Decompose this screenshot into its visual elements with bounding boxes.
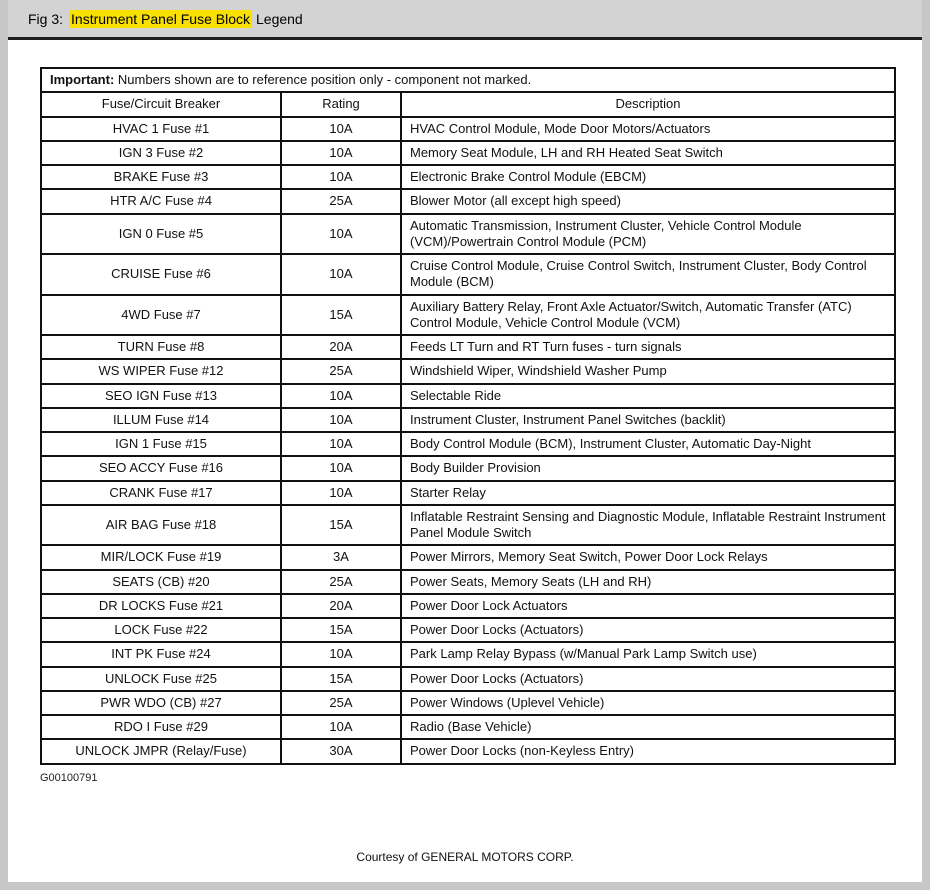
fuse-description: Park Lamp Relay Bypass (w/Manual Park Lamp Switch use)	[401, 642, 895, 666]
fuse-description: Body Control Module (BCM), Instrument Cluster, Automatic Day-Night	[401, 432, 895, 456]
fuse-name: IGN 3 Fuse #2	[41, 141, 281, 165]
fuse-name: CRUISE Fuse #6	[41, 254, 281, 295]
fuse-description: Instrument Cluster, Instrument Panel Switches (backlit)	[401, 408, 895, 432]
fuse-row	[41, 715, 895, 739]
fuse-rating: 3A	[281, 545, 401, 569]
fuse-description: Power Door Lock Actuators	[401, 594, 895, 618]
fuse-name: WS WIPER Fuse #12	[41, 359, 281, 383]
fuse-description: Cruise Control Module, Cruise Control Switch, Instrument Cluster, Body Control Module (BCM)	[401, 254, 895, 295]
fuse-rating: 10A	[281, 214, 401, 255]
fuse-row	[41, 408, 895, 432]
fuse-name: UNLOCK JMPR (Relay/Fuse)	[41, 739, 281, 763]
fuse-description: Starter Relay	[401, 481, 895, 505]
important-label: Important:	[50, 72, 115, 87]
fuse-rating: 10A	[281, 408, 401, 432]
figure-id: G00100791	[40, 771, 98, 784]
fuse-table-body	[41, 117, 895, 764]
column-header-fuse: Fuse/Circuit Breaker	[41, 92, 281, 116]
fuse-row	[41, 691, 895, 715]
fuse-name: MIR/LOCK Fuse #19	[41, 545, 281, 569]
column-header-rating: Rating	[281, 92, 401, 116]
fuse-name: SEATS (CB) #20	[41, 570, 281, 594]
fuse-description: Body Builder Provision	[401, 456, 895, 480]
figure-content	[8, 40, 922, 784]
fuse-description: Memory Seat Module, LH and RH Heated Seat Switch	[401, 141, 895, 165]
fuse-rating: 10A	[281, 642, 401, 666]
figure-title-suffix: Legend	[256, 10, 303, 27]
fuse-name: 4WD Fuse #7	[41, 295, 281, 336]
fuse-rating: 15A	[281, 618, 401, 642]
fuse-name: LOCK Fuse #22	[41, 618, 281, 642]
fuse-row	[41, 505, 895, 546]
important-row	[41, 68, 895, 92]
fuse-rating: 10A	[281, 481, 401, 505]
fuse-description: Power Windows (Uplevel Vehicle)	[401, 691, 895, 715]
figure-title-prefix: Fig 3:	[28, 10, 64, 27]
fuse-rating: 15A	[281, 295, 401, 336]
fuse-rating: 25A	[281, 691, 401, 715]
fuse-row	[41, 545, 895, 569]
fuse-rating: 20A	[281, 594, 401, 618]
fuse-description: Auxiliary Battery Relay, Front Axle Actuator/Switch, Automatic Transfer (ATC) Control Module, Vehicle Control Module (VCM)	[401, 295, 895, 336]
fuse-description: Power Seats, Memory Seats (LH and RH)	[401, 570, 895, 594]
fuse-name: TURN Fuse #8	[41, 335, 281, 359]
fuse-description: Inflatable Restraint Sensing and Diagnostic Module, Inflatable Restraint Instrument Panel Module Switch	[401, 505, 895, 546]
fuse-description: Blower Motor (all except high speed)	[401, 189, 895, 213]
fuse-name: UNLOCK Fuse #25	[41, 667, 281, 691]
courtesy-text: Courtesy of GENERAL MOTORS CORP.	[356, 850, 574, 864]
fuse-rating: 15A	[281, 667, 401, 691]
fuse-rating: 10A	[281, 715, 401, 739]
fuse-name: BRAKE Fuse #3	[41, 165, 281, 189]
fuse-row	[41, 335, 895, 359]
fuse-rating: 10A	[281, 432, 401, 456]
fuse-rating: 30A	[281, 739, 401, 763]
fuse-name: HVAC 1 Fuse #1	[41, 117, 281, 141]
column-header-row	[41, 92, 895, 116]
fuse-rating: 10A	[281, 165, 401, 189]
fuse-row	[41, 594, 895, 618]
fuse-row	[41, 117, 895, 141]
fuse-rating: 20A	[281, 335, 401, 359]
fuse-name: SEO IGN Fuse #13	[41, 384, 281, 408]
fuse-row	[41, 189, 895, 213]
fuse-description: Power Door Locks (non-Keyless Entry)	[401, 739, 895, 763]
fuse-name: HTR A/C Fuse #4	[41, 189, 281, 213]
fuse-description: Power Mirrors, Memory Seat Switch, Power Door Lock Relays	[401, 545, 895, 569]
figure-title-bar	[8, 0, 922, 40]
fuse-name: ILLUM Fuse #14	[41, 408, 281, 432]
fuse-rating: 10A	[281, 384, 401, 408]
fuse-name: PWR WDO (CB) #27	[41, 691, 281, 715]
fuse-description: Radio (Base Vehicle)	[401, 715, 895, 739]
fuse-name: IGN 0 Fuse #5	[41, 214, 281, 255]
fuse-description: Electronic Brake Control Module (EBCM)	[401, 165, 895, 189]
fuse-row	[41, 384, 895, 408]
fuse-row	[41, 214, 895, 255]
fuse-row	[41, 432, 895, 456]
fuse-rating: 25A	[281, 359, 401, 383]
fuse-description: Power Door Locks (Actuators)	[401, 618, 895, 642]
figure-title-highlight: Instrument Panel Fuse Block	[71, 10, 250, 27]
fuse-row	[41, 359, 895, 383]
fuse-name: DR LOCKS Fuse #21	[41, 594, 281, 618]
column-header-description: Description	[401, 92, 895, 116]
fuse-row	[41, 456, 895, 480]
fuse-name: RDO I Fuse #29	[41, 715, 281, 739]
fuse-row	[41, 739, 895, 763]
fuse-rating: 10A	[281, 456, 401, 480]
fuse-row	[41, 667, 895, 691]
fuse-rating: 10A	[281, 254, 401, 295]
fuse-row	[41, 618, 895, 642]
fuse-name: AIR BAG Fuse #18	[41, 505, 281, 546]
fuse-row	[41, 254, 895, 295]
fuse-description: Power Door Locks (Actuators)	[401, 667, 895, 691]
fuse-description: HVAC Control Module, Mode Door Motors/Actuators	[401, 117, 895, 141]
fuse-row	[41, 481, 895, 505]
fuse-row	[41, 570, 895, 594]
fuse-row	[41, 295, 895, 336]
fuse-description: Automatic Transmission, Instrument Cluster, Vehicle Control Module (VCM)/Powertrain Control Module (PCM)	[401, 214, 895, 255]
fuse-name: SEO ACCY Fuse #16	[41, 456, 281, 480]
fuse-rating: 25A	[281, 189, 401, 213]
fuse-legend-table	[40, 67, 896, 765]
fuse-description: Feeds LT Turn and RT Turn fuses - turn signals	[401, 335, 895, 359]
fuse-name: CRANK Fuse #17	[41, 481, 281, 505]
fuse-row	[41, 141, 895, 165]
fuse-row	[41, 642, 895, 666]
fuse-description: Selectable Ride	[401, 384, 895, 408]
fuse-rating: 10A	[281, 141, 401, 165]
fuse-description: Windshield Wiper, Windshield Washer Pump	[401, 359, 895, 383]
fuse-rating: 10A	[281, 117, 401, 141]
fuse-name: IGN 1 Fuse #15	[41, 432, 281, 456]
important-text: Numbers shown are to reference position only - component not marked.	[114, 72, 532, 87]
fuse-rating: 25A	[281, 570, 401, 594]
fuse-name: INT PK Fuse #24	[41, 642, 281, 666]
important-note	[41, 68, 895, 92]
fuse-row	[41, 165, 895, 189]
fuse-rating: 15A	[281, 505, 401, 546]
